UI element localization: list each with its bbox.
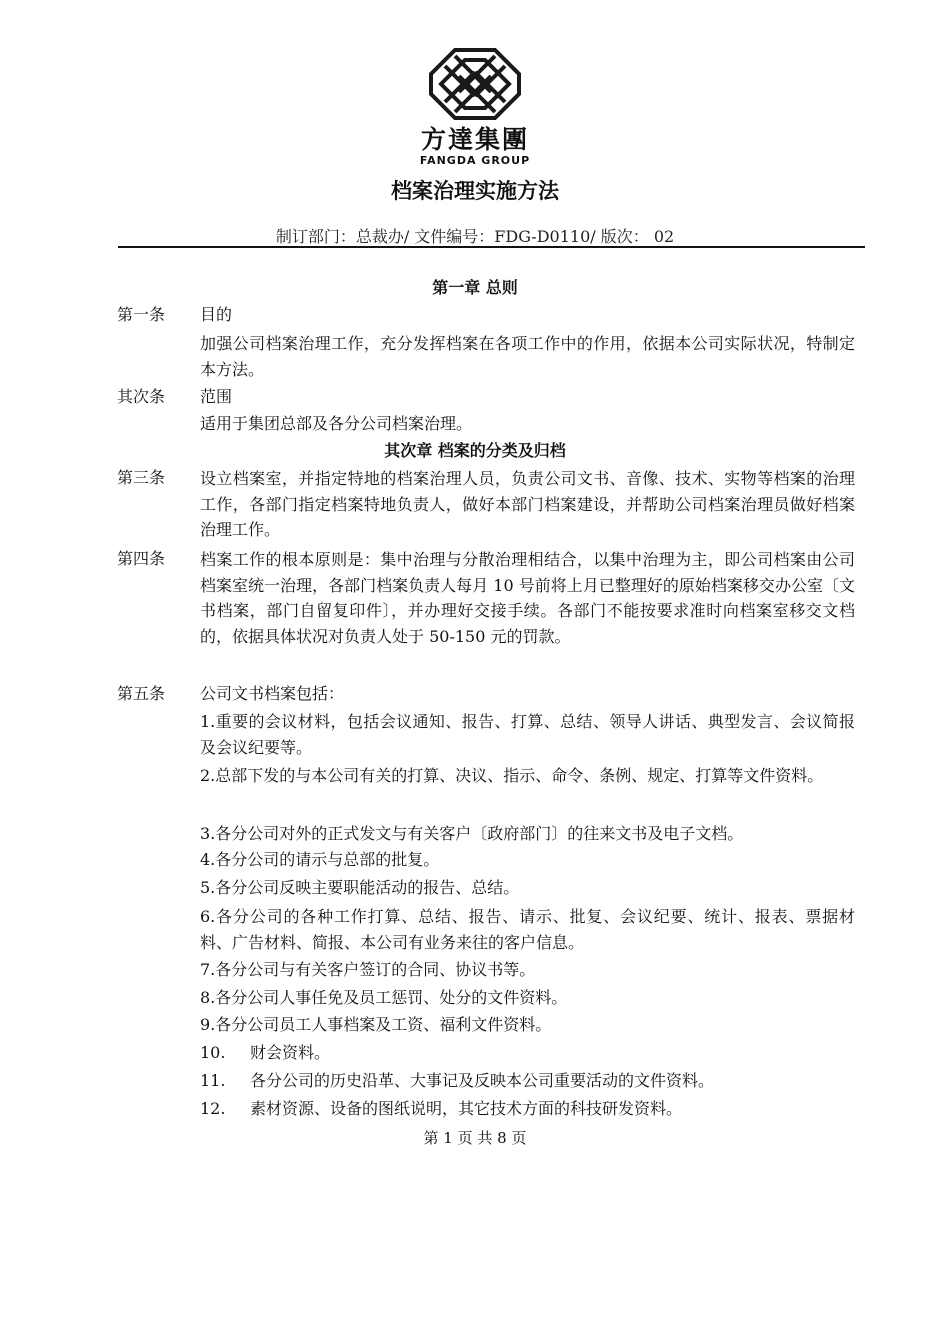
article-1-label: 第一条	[117, 305, 166, 324]
document-meta: 制订部门：总裁办/ 文件编号：FDG-D0110/ 版次： 02	[275, 227, 675, 246]
list-item: 3.各分公司对外的正式发文与有关客户〔政府部门〕的往来文书及电子文档。	[200, 824, 744, 843]
list-item: 4.各分公司的请示与总部的批复。	[200, 850, 440, 869]
company-logo	[0, 44, 950, 167]
list-item: 各分公司的历史沿革、大事记及反映本公司重要活动的文件资料。	[250, 1071, 715, 1090]
page-number: 第 1 页 共 8 页	[423, 1129, 527, 1147]
article-1-heading: 目的	[200, 305, 233, 324]
list-item: 2.总部下发的与本公司有关的打算、决议、指示、命令、条例、规定、打算等文件资料。	[200, 766, 824, 785]
article-3-body: 设立档案室，并指定特地的档案治理人员，负责公司文书、音像、技术、实物等档案的治理工作，各部门指定档案特地负责人，做好本部门档案建设，并帮助公司档案治理员做好档案治理工作。	[200, 469, 855, 540]
article-4-body: 档案工作的根本原则是：集中治理与分散治理相结合，以集中治理为主，即公司档案由公司档案室统一治理，各部门档案负责人每月 10 号前将上月已整理好的原始档案移交办公室〔文书档案，部门自留复印件〕，并办理好交接手续。各部门不能按要求准时向档案室移交文档的，依据具体状况对负责人处于 50-150 元的罚款。	[200, 550, 855, 646]
list-item: 7.各分公司与有关客户签订的合同、协议书等。	[200, 960, 536, 979]
brand-name-en: FANGDA GROUP	[419, 154, 531, 167]
document-title: 档案治理实施方法	[391, 179, 559, 203]
chapter-1-title: 第一章 总则	[432, 278, 518, 297]
chapter-2-title: 其次章 档案的分类及归档	[384, 441, 566, 460]
list-item: 9.各分公司员工人事档案及工资、福利文件资料。	[200, 1015, 552, 1034]
list-item: 素材资源、设备的图纸说明，其它技术方面的科技研发资料。	[250, 1099, 683, 1118]
list-item-number: 10.	[200, 1043, 226, 1062]
article-5-intro: 公司文书档案包括：	[200, 684, 345, 703]
list-item: 8.各分公司人事任免及员工惩罚、处分的文件资料。	[200, 988, 568, 1007]
article-2-heading: 范围	[200, 387, 233, 406]
list-item-number: 11.	[200, 1071, 226, 1090]
fangda-knot-icon	[425, 44, 525, 124]
brand-name-cn: 方達集團	[420, 125, 529, 154]
list-item: 5.各分公司反映主要职能活动的报告、总结。	[200, 878, 520, 897]
list-item: 1.重要的会议材料，包括会议通知、报告、打算、总结、领导人讲话、典型发言、会议简报及会议纪要等。	[200, 712, 855, 757]
header-divider	[118, 246, 865, 248]
article-2-label: 其次条	[117, 387, 166, 406]
article-2-body: 适用于集团总部及各分公司档案治理。	[200, 414, 473, 433]
article-3-label: 第三条	[117, 468, 166, 487]
list-item: 财会资料。	[250, 1043, 331, 1062]
list-item: 6.各分公司的各种工作打算、总结、报告、请示、批复、会议纪要、统计、报表、票据材料、广告材料、简报、本公司有业务来往的客户信息。	[200, 907, 855, 952]
article-4-label: 第四条	[117, 549, 166, 568]
list-item-number: 12.	[200, 1099, 226, 1118]
article-1-body: 加强公司档案治理工作，充分发挥档案在各项工作中的作用，依据本公司实际状况，特制定本方法。	[200, 334, 855, 379]
article-5-label: 第五条	[117, 684, 166, 703]
